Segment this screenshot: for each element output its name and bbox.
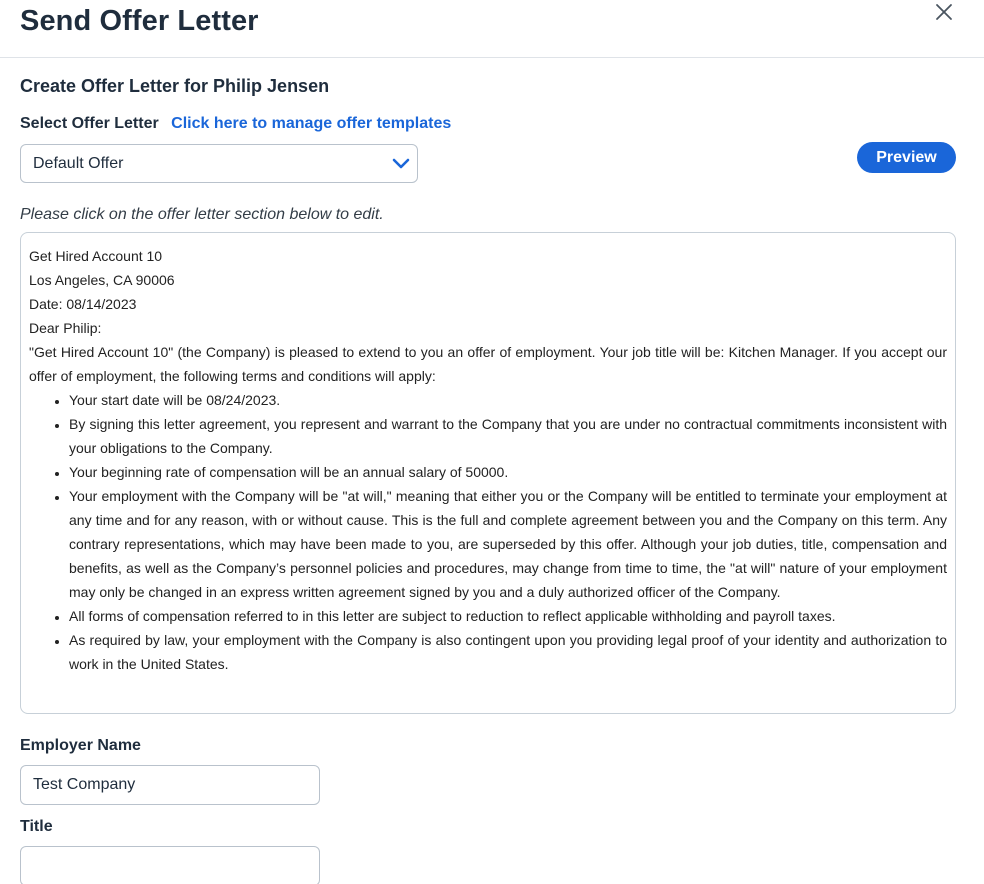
letter-term: • Your beginning rate of compensation will be an annual salary of 50000. — [69, 460, 947, 484]
offer-letter-editor[interactable] — [20, 232, 956, 714]
letter-line: Los Angeles, CA 90006 — [29, 272, 175, 288]
title-label: Title — [20, 818, 53, 835]
letter-term: • All forms of compensation referred to in this letter are subject to reduction to reflect applicable withholding and payroll taxes. — [69, 604, 947, 628]
letter-line: Dear Philip: — [29, 320, 102, 336]
letter-terms-list — [69, 388, 947, 676]
letter-line: Get Hired Account 10 — [29, 248, 163, 264]
employer-name-label: Employer Name — [20, 737, 141, 754]
edit-instruction: Please click on the offer letter section below to edit. — [20, 206, 384, 223]
letter-term: • As required by law, your employment with the Company is also contingent upon you providing legal proof of your identity and authorization to work in the United States. — [69, 628, 947, 676]
offer-template-value: Default Offer — [33, 155, 124, 172]
employer-name-input[interactable] — [20, 765, 320, 805]
chevron-down-icon — [391, 156, 411, 172]
close-button[interactable] — [930, 0, 958, 28]
modal-header — [0, 0, 984, 58]
select-offer-row — [20, 115, 451, 133]
letter-term: • By signing this letter agreement, you represent and warrant to the Company that you are under no contractual commitments inconsistent with your obligations to the Company. — [69, 412, 947, 460]
letter-term: • Your start date will be 08/24/2023. — [69, 388, 947, 412]
preview-button[interactable]: Preview — [857, 142, 956, 173]
letter-line: Date: 08/14/2023 — [29, 296, 137, 312]
offer-subtitle: Create Offer Letter for Philip Jensen — [20, 76, 330, 96]
offer-template-select[interactable] — [20, 144, 418, 183]
letter-intro: "Get Hired Account 10" (the Company) is pleased to extend to you an offer of employment. Your job title will be: Kitchen Manager. If you accept our offer of employment, the following terms and conditions will apply: — [29, 344, 947, 384]
modal-title: Send Offer Letter — [20, 5, 259, 37]
close-icon — [930, 0, 958, 28]
manage-templates-link[interactable]: Click here to manage offer templates — [171, 115, 452, 132]
letter-term: • Your employment with the Company will be "at will," meaning that either you or the Company will be entitled to terminate your employment at any time and for any reason, with or without cause. This is the full and complete agreement between you and the Company on this term. Any contrary representations, which may have been made to you, are superseded by this offer. Although your job duties, title, compensation and benefits, as well as the Company’s personnel policies and procedures, may change from time to time, the "at will" nature of your employment may only be changed in an express written agreement signed by you and a duly authorized officer of the Company. — [69, 484, 947, 604]
select-offer-label: Select Offer Letter — [20, 115, 159, 132]
title-input[interactable] — [20, 846, 320, 884]
